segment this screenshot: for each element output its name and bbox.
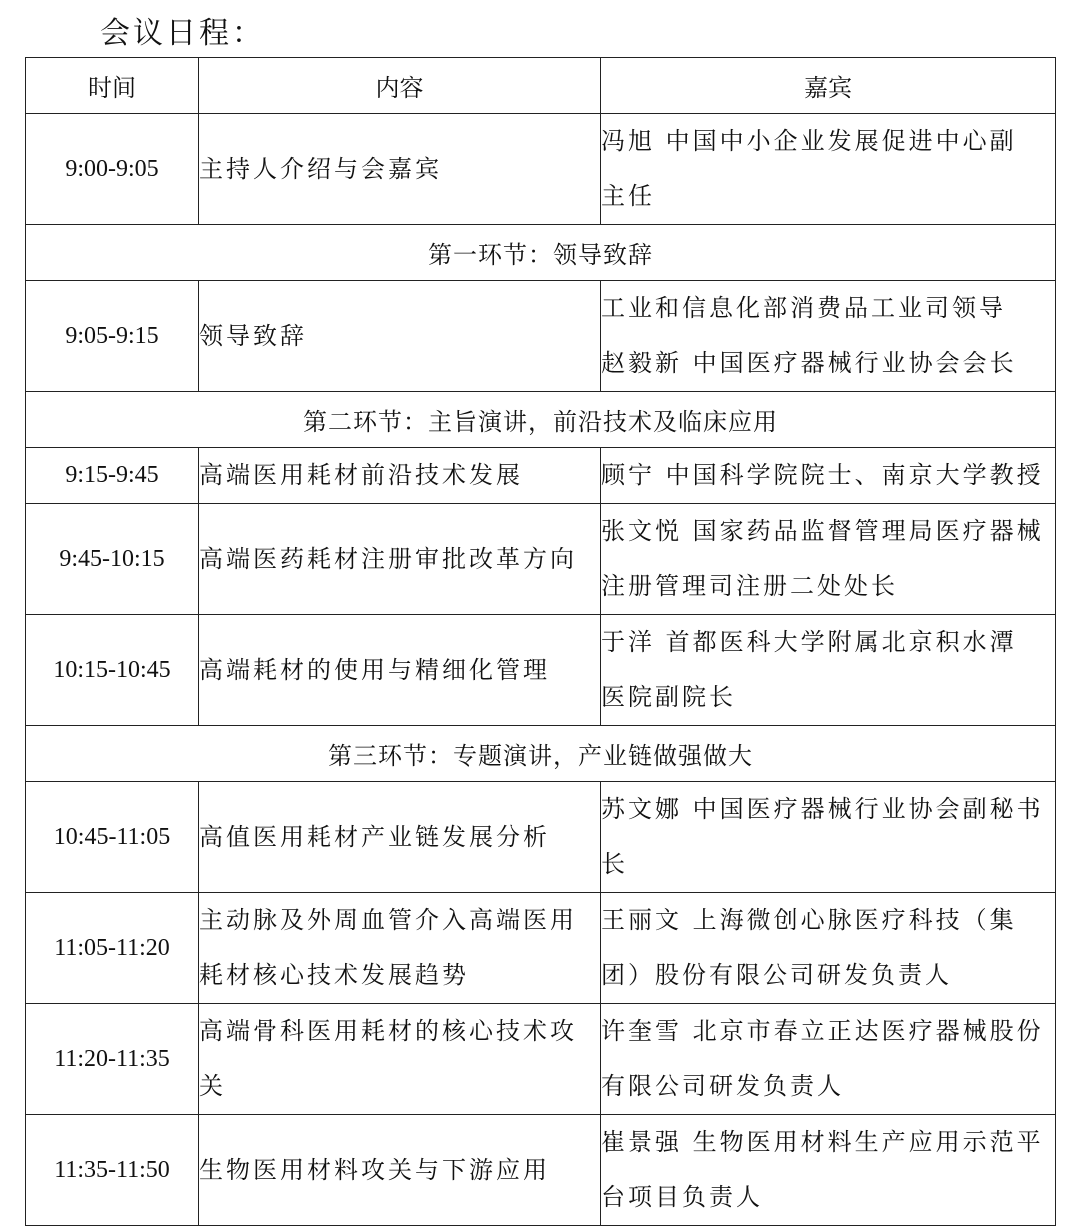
- time-cell: 11:20-11:35: [26, 1004, 199, 1115]
- guest-line: 顾宁 中国科学院院士、南京大学教授: [601, 461, 1044, 489]
- content-cell: [199, 281, 601, 392]
- table-header-row: [26, 58, 1056, 114]
- time-cell: 9:05-9:15: [26, 281, 199, 392]
- guest-line: 台项目负责人: [601, 1183, 763, 1211]
- table-row: [26, 504, 1056, 615]
- section-title: 第三环节：专题演讲，产业链做强做大: [26, 726, 1056, 782]
- content-line: 关: [199, 1072, 226, 1100]
- guest-cell: [601, 114, 1056, 225]
- guest-line: 张文悦 国家药品监督管理局医疗器械: [601, 517, 1044, 545]
- content-cell: [199, 1115, 601, 1226]
- table-row: [26, 1004, 1056, 1115]
- schedule-table: [25, 57, 1056, 1226]
- table-row: [26, 615, 1056, 726]
- guest-cell: [601, 782, 1056, 893]
- time-cell: 9:45-10:15: [26, 504, 199, 615]
- table-row: [26, 782, 1056, 893]
- guest-line: 注册管理司注册二处处长: [601, 572, 898, 600]
- content-line: 生物医用材料攻关与下游应用: [199, 1155, 550, 1184]
- header-content: 内容: [199, 58, 601, 114]
- content-line: 领导致辞: [199, 321, 307, 350]
- guest-line: 工业和信息化部消费品工业司领导: [601, 294, 1006, 322]
- time-cell: 9:00-9:05: [26, 114, 199, 225]
- content-cell: [199, 114, 601, 225]
- content-line: 高端耗材的使用与精细化管理: [199, 655, 550, 684]
- section-row: [26, 726, 1056, 782]
- guest-line: 苏文娜 中国医疗器械行业协会副秘书: [601, 795, 1044, 823]
- time-cell: 9:15-9:45: [26, 448, 199, 504]
- time-cell: 11:35-11:50: [26, 1115, 199, 1226]
- guest-line: 许奎雪 北京市春立正达医疗器械股份: [601, 1017, 1044, 1045]
- content-line: 主持人介绍与会嘉宾: [199, 154, 442, 183]
- guest-cell: [601, 893, 1056, 1004]
- schedule-body: [26, 114, 1056, 1226]
- guest-line: 有限公司研发负责人: [601, 1072, 844, 1100]
- table-row: [26, 281, 1056, 392]
- section-title: 第二环节：主旨演讲，前沿技术及临床应用: [26, 392, 1056, 448]
- guest-line: 冯旭 中国中小企业发展促进中心副: [601, 127, 1017, 155]
- guest-line: 于洋 首都医科大学附属北京积水潭: [601, 628, 1017, 656]
- section-title: 第一环节：领导致辞: [26, 225, 1056, 281]
- guest-line: 团）股份有限公司研发负责人: [601, 961, 952, 989]
- content-line: 主动脉及外周血管介入高端医用: [199, 906, 577, 934]
- content-line: 高值医用耗材产业链发展分析: [199, 822, 550, 851]
- header-time: 时间: [26, 58, 199, 114]
- guest-line: 医院副院长: [601, 683, 736, 711]
- guest-line: 王丽文 上海微创心脉医疗科技（集: [601, 906, 1017, 934]
- guest-line: 长: [601, 850, 628, 878]
- table-row: [26, 448, 1056, 504]
- content-cell: [199, 448, 601, 504]
- guest-cell: [601, 615, 1056, 726]
- guest-cell: [601, 1004, 1056, 1115]
- section-row: [26, 225, 1056, 281]
- header-guest: 嘉宾: [601, 58, 1056, 114]
- time-cell: 10:45-11:05: [26, 782, 199, 893]
- content-cell: [199, 1004, 601, 1115]
- page-title: 会议日程：: [100, 16, 265, 51]
- guest-line: 主任: [601, 182, 655, 210]
- table-row: [26, 893, 1056, 1004]
- table-row: [26, 114, 1056, 225]
- content-cell: [199, 782, 601, 893]
- content-cell: [199, 893, 601, 1004]
- guest-cell: [601, 504, 1056, 615]
- guest-line: 赵毅新 中国医疗器械行业协会会长: [601, 349, 1017, 377]
- section-row: [26, 392, 1056, 448]
- time-cell: 10:15-10:45: [26, 615, 199, 726]
- content-line: 高端医用耗材前沿技术发展: [199, 461, 523, 489]
- content-cell: [199, 615, 601, 726]
- table-row: [26, 1115, 1056, 1226]
- guest-cell: [601, 448, 1056, 504]
- guest-line: 崔景强 生物医用材料生产应用示范平: [601, 1128, 1044, 1156]
- content-line: 高端医药耗材注册审批改革方向: [199, 544, 577, 573]
- content-cell: [199, 504, 601, 615]
- guest-cell: [601, 1115, 1056, 1226]
- guest-cell: [601, 281, 1056, 392]
- content-line: 耗材核心技术发展趋势: [199, 961, 469, 989]
- content-line: 高端骨科医用耗材的核心技术攻: [199, 1017, 577, 1045]
- time-cell: 11:05-11:20: [26, 893, 199, 1004]
